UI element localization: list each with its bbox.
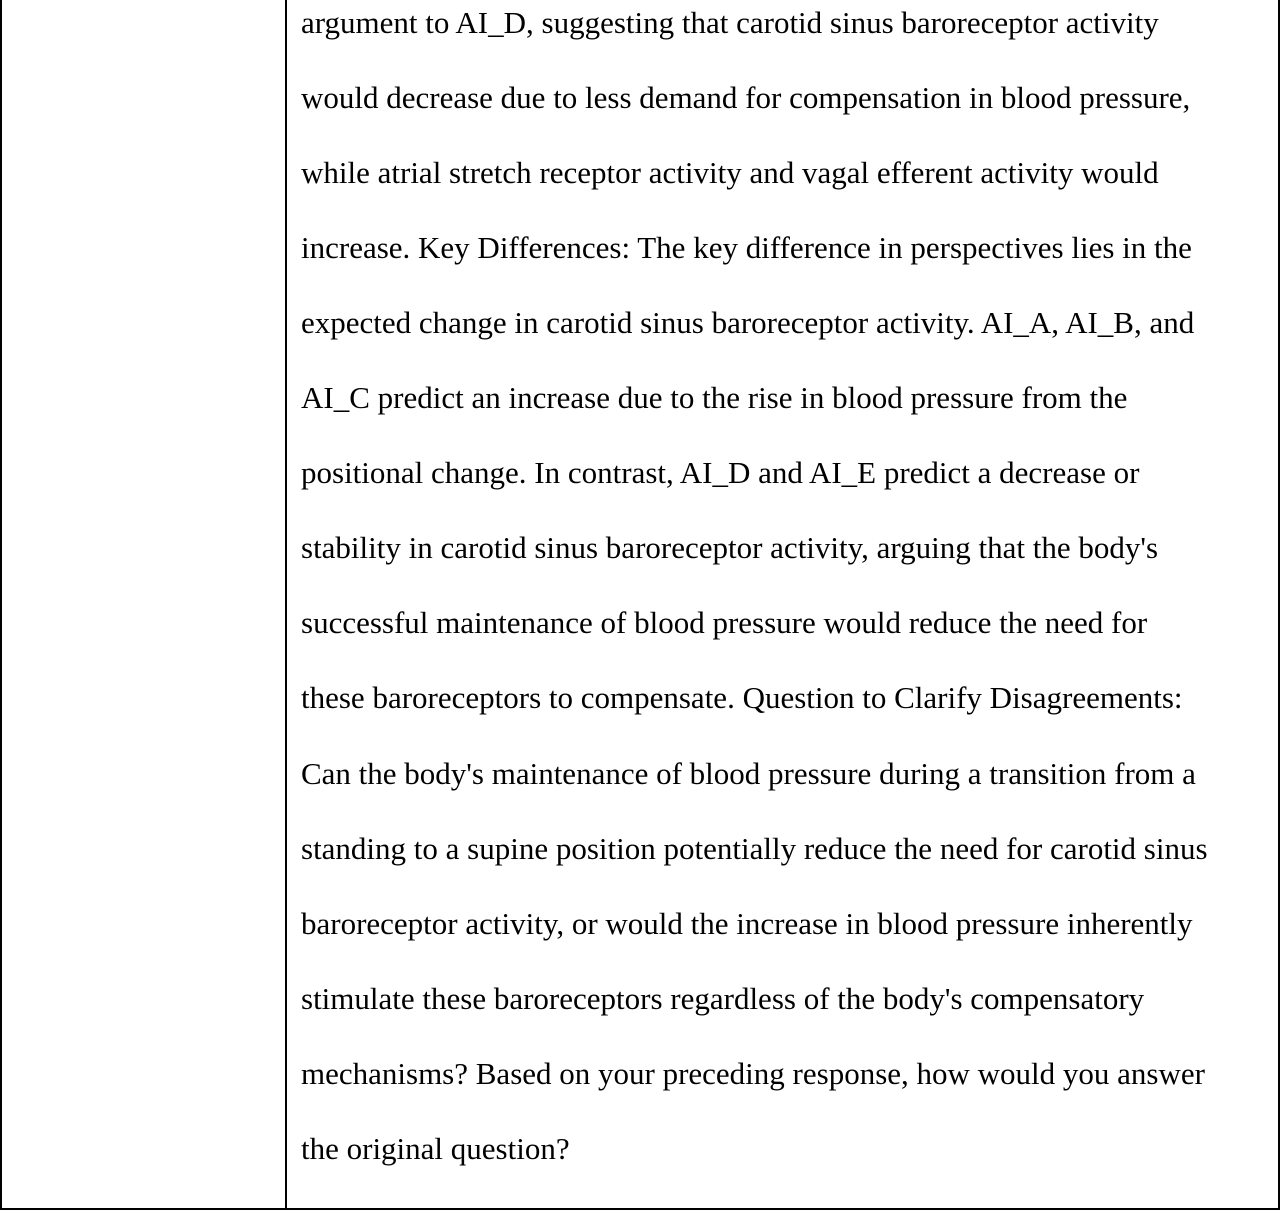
text-line: increase. Key Differences: The key difference in perspectives lies in the [301, 230, 1192, 265]
text-line: mechanisms? Based on your preceding response, how would you answer [301, 1056, 1205, 1091]
text-line: baroreceptor activity, or would the increase in blood pressure inherently [301, 906, 1193, 941]
text-line: positional change. In contrast, AI_D and AI_E predict a decrease or [301, 455, 1140, 490]
text-line: standing to a supine position potentially reduce the need for carotid sinus [301, 831, 1208, 866]
text-line: these baroreceptors to compensate. Question to Clarify Disagreements: [301, 680, 1183, 715]
text-line: while atrial stretch receptor activity and vagal efferent activity would [301, 155, 1159, 190]
text-line: stimulate these baroreceptors regardless of the body's compensatory [301, 981, 1145, 1016]
text-line: AI_C predict an increase due to the rise in blood pressure from the [301, 380, 1128, 415]
text-line: expected change in carotid sinus baroreceptor activity. AI_A, AI_B, and [301, 305, 1195, 340]
text-line: Can the body's maintenance of blood pressure during a transition from a [301, 756, 1196, 791]
text-line: stability in carotid sinus baroreceptor activity, arguing that the body's [301, 530, 1159, 565]
text-line: argument to AI_D, suggesting that carotid sinus baroreceptor activity [301, 5, 1159, 40]
text-line: the original question? [301, 1131, 570, 1166]
left-cell [2, 0, 285, 1208]
text-line: successful maintenance of blood pressure would reduce the need for [301, 605, 1148, 640]
right-cell [301, 0, 1271, 1208]
text-line: would decrease due to less demand for compensation in blood pressure, [301, 80, 1191, 115]
column-divider [285, 0, 287, 1208]
